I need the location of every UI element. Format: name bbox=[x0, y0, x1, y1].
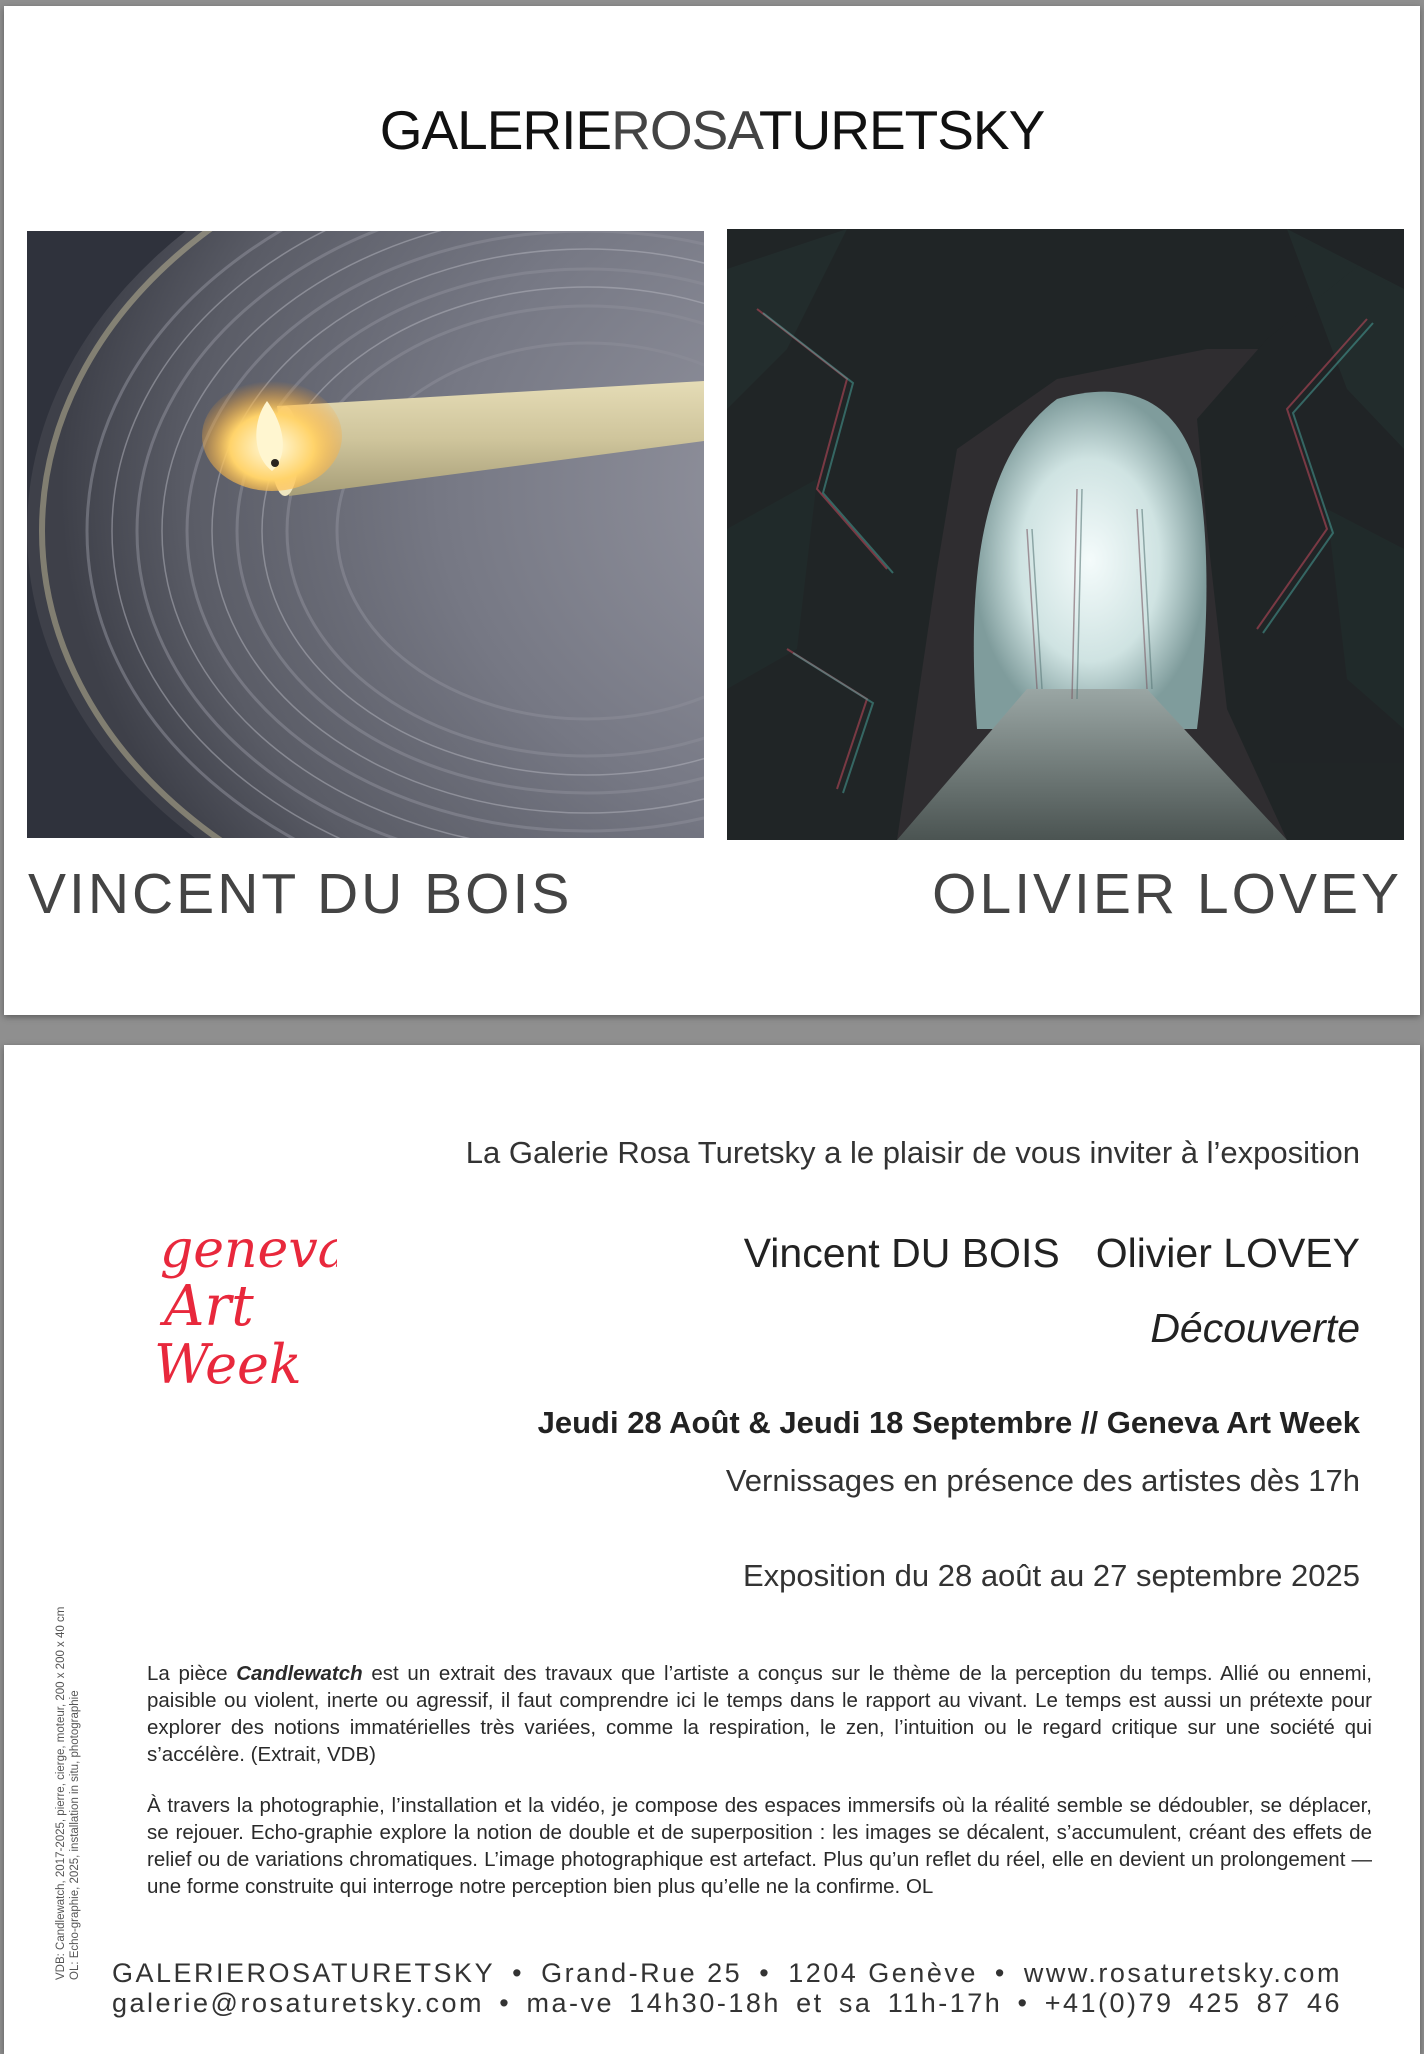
geneva-art-week-logo bbox=[152, 1215, 337, 1405]
gallery-contact-line bbox=[112, 1988, 1342, 2019]
credit-ol: OL: Echo-graphie, 2025, installation in situ, photographie bbox=[69, 1690, 81, 1980]
vernissage-info: Vernissages en présence des artistes dès 17h bbox=[725, 1463, 1360, 1498]
artist-vincent-du-bois: Vincent DU BOIS bbox=[743, 1230, 1060, 1276]
footer-bullet: • bbox=[1017, 1988, 1030, 2018]
invitation-back bbox=[4, 1045, 1420, 2054]
footer-website-link[interactable]: www.rosaturetsky.com bbox=[1023, 1958, 1342, 1988]
footer-hours-word: 14h30-18h bbox=[629, 1988, 781, 2018]
gallery-logo bbox=[4, 98, 1420, 162]
footer-phone-part[interactable]: +41(0)79 bbox=[1044, 1988, 1174, 2018]
gaw-line-art: Art bbox=[164, 1274, 254, 1339]
footer-hours-word: et bbox=[796, 1988, 824, 2018]
footer-email-link[interactable]: galerie@rosaturetsky.com bbox=[112, 1988, 485, 2018]
artwork-credits bbox=[54, 1607, 82, 1980]
gaw-logo-lettering bbox=[154, 1220, 337, 1396]
artwork-title-candlewatch: Candlewatch bbox=[236, 1662, 363, 1685]
logo-part-turetsky: TURETSKY bbox=[758, 99, 1045, 161]
footer-city: 1204 Genève bbox=[788, 1958, 978, 1988]
para1-body: est un extrait des travaux que l’artiste a conçus sur le thème de la perception du temps. Allié ou ennemi, paisible ou violent, inerte ou agressif, il faut comprendre ici le temps dans le rapport au vivant. Le temps est aussi un prétexte pour explorer des notions immatérielles très variées, comme la respiration, le zen, l’intuition ou le regard critique sur une société qui s’accélère. (Extrait, VDB) bbox=[147, 1662, 1373, 1766]
artist-name-vincent-du-bois: VINCENT DU BOIS bbox=[28, 862, 573, 926]
credit-vdb: VDB: Candlewatch, 2017-2025, pierre, cierge, moteur, 200 x 200 x 40 cm bbox=[55, 1606, 67, 1980]
para1-intro: La pièce bbox=[147, 1662, 237, 1685]
exhibition-artists bbox=[744, 1230, 1360, 1277]
cave-tunnel-image bbox=[727, 229, 1404, 840]
invitation-front bbox=[4, 6, 1420, 1015]
logo-part-rosa: ROSA bbox=[611, 99, 759, 161]
footer-phone-part[interactable]: 46 bbox=[1306, 1988, 1342, 2018]
artist-name-olivier-lovey: OLIVIER LOVEY bbox=[932, 862, 1402, 926]
invitation-text: La Galerie Rosa Turetsky a le plaisir de vous inviter à l’exposition bbox=[465, 1135, 1360, 1170]
gaw-line-geneva: geneva bbox=[160, 1220, 337, 1280]
echo-graphie-photo bbox=[727, 229, 1404, 840]
footer-phone-part[interactable]: 425 bbox=[1188, 1988, 1242, 2018]
gaw-line-week: Week bbox=[154, 1333, 302, 1396]
logo-part-galerie: GALERIE bbox=[379, 99, 612, 161]
footer-bullet: • bbox=[512, 1958, 525, 1988]
artist-olivier-lovey: Olivier LOVEY bbox=[1095, 1230, 1360, 1276]
footer-hours-word: sa bbox=[838, 1988, 873, 2018]
exhibition-subtitle: Découverte bbox=[1150, 1305, 1360, 1351]
footer-bullet: • bbox=[994, 1958, 1007, 1988]
gallery-address-line bbox=[112, 1958, 1342, 1989]
footer-gallery-name: GALERIEROSATURETSKY bbox=[112, 1958, 496, 1988]
description-echo-graphie: À travers la photographie, l’installation et la vidéo, je compose des espaces immersifs où la réalité semble se dédoubler, se déplacer, se rejouer. Echo-graphie explore la notion de double et de superposition : les images se décalent, s’accumulent, créant des effets de relief ou de variations chromatiques. L’image photographique est artefact. Plus qu’un reflet du réel, elle en devient un prolongement — une forme construite qui interroge notre perception bien plus qu’elle ne la confirme. OL bbox=[147, 1794, 1372, 1898]
footer-hours-word: ma-ve bbox=[526, 1988, 614, 2018]
opening-dates: Jeudi 28 Août & Jeudi 18 Septembre // Geneva Art Week bbox=[537, 1405, 1360, 1440]
footer-bullet: • bbox=[499, 1988, 512, 2018]
exhibition-period: Exposition du 28 août au 27 septembre 2025 bbox=[742, 1558, 1360, 1593]
footer-bullet: • bbox=[759, 1958, 772, 1988]
footer-hours-word: 11h-17h bbox=[887, 1988, 1003, 2018]
candlewatch-photo bbox=[27, 231, 704, 838]
description-candlewatch bbox=[147, 1660, 1372, 1768]
candle-on-stone-image bbox=[27, 231, 704, 838]
geneva-art-week-logo-image bbox=[152, 1215, 337, 1400]
footer-street: Grand-Rue 25 bbox=[541, 1958, 743, 1988]
footer-phone-part[interactable]: 87 bbox=[1256, 1988, 1292, 2018]
